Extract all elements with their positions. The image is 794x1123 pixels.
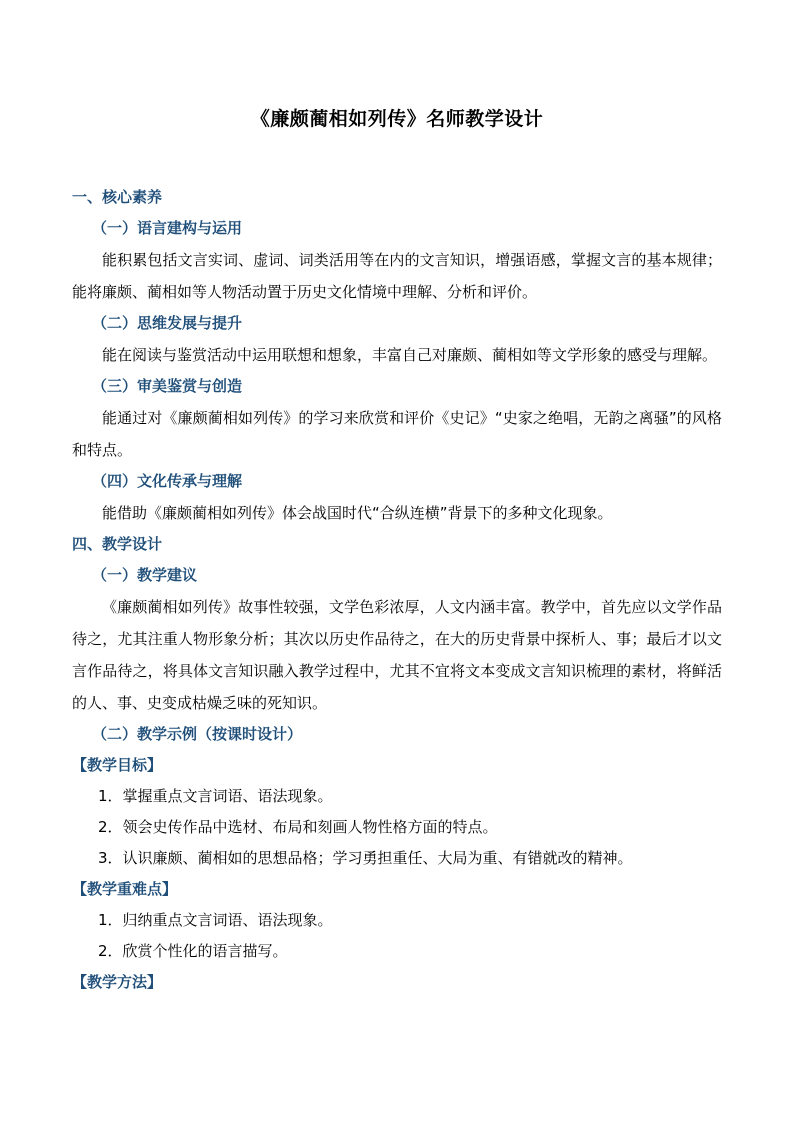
section-heading-core-literacy: 一、核心素养 bbox=[72, 188, 163, 206]
list-item-key-point: 1．归纳重点文言词语、语法现象。 bbox=[98, 911, 333, 929]
subsection-heading-example: （二）教学示例（按课时设计） bbox=[92, 725, 303, 743]
heading-teaching-methods: 【教学方法】 bbox=[72, 973, 163, 991]
list-item-goal: 1．掌握重点文言词语、语法现象。 bbox=[98, 787, 333, 805]
document-body bbox=[72, 182, 722, 998]
section-heading-teaching-design: 四、教学设计 bbox=[72, 535, 163, 553]
heading-key-points: 【教学重难点】 bbox=[72, 880, 178, 898]
subsection-heading-aesthetics: （三）审美鉴赏与创造 bbox=[92, 377, 243, 395]
subsection-heading-culture: （四）文化传承与理解 bbox=[92, 472, 243, 490]
subsection-heading-suggestions: （一）教学建议 bbox=[92, 566, 198, 584]
paragraph-culture: 能借助《廉颇蔺相如列传》体会战国时代“合纵连横”背景下的多种文化现象。 bbox=[102, 504, 613, 522]
paragraph-language: 能积累包括文言实词、虚词、词类活用等在内的文言知识，增强语感，掌握文言的基本规律；能将廉颇、蔺相如等人物活动置于历史文化情境中理解、分析和评价。 bbox=[72, 251, 722, 301]
list-item-key-point: 2．欣赏个性化的语言描写。 bbox=[98, 942, 288, 960]
heading-teaching-goals: 【教学目标】 bbox=[72, 756, 163, 774]
paragraph-thinking: 能在阅读与鉴赏活动中运用联想和想象，丰富自己对廉颇、蔺相如等文学形象的感受与理解。 bbox=[102, 346, 718, 364]
list-item-goal: 3．认识廉颇、蔺相如的思想品格；学习勇担重任、大局为重、有错就改的精神。 bbox=[98, 849, 633, 867]
subsection-heading-thinking: （二）思维发展与提升 bbox=[92, 314, 243, 332]
paragraph-aesthetics: 能通过对《廉颇蔺相如列传》的学习来欣赏和评价《史记》“史家之绝唱，无韵之离骚”的风格和特点。 bbox=[72, 409, 722, 459]
paragraph-suggestions: 《廉颇蔺相如列传》故事性较强，文学色彩浓厚，人文内涵丰富。教学中，首先应以文学作品待之，尤其注重人物形象分析；其次以历史作品待之，在大的历史背景中探析人、事；最后才以文言作品待之，将具体文言知识融入教学过程中，尤其不宜将文本变成文言知识梳理的素材，将鲜活的人、事、史变成枯燥乏味的死知识。 bbox=[72, 598, 722, 712]
document-title: 《廉颇蔺相如列传》名师教学设计 bbox=[250, 108, 544, 130]
subsection-heading-language: （一）语言建构与运用 bbox=[92, 219, 243, 237]
list-item-goal: 2．领会史传作品中选材、布局和刻画人物性格方面的特点。 bbox=[98, 818, 498, 836]
